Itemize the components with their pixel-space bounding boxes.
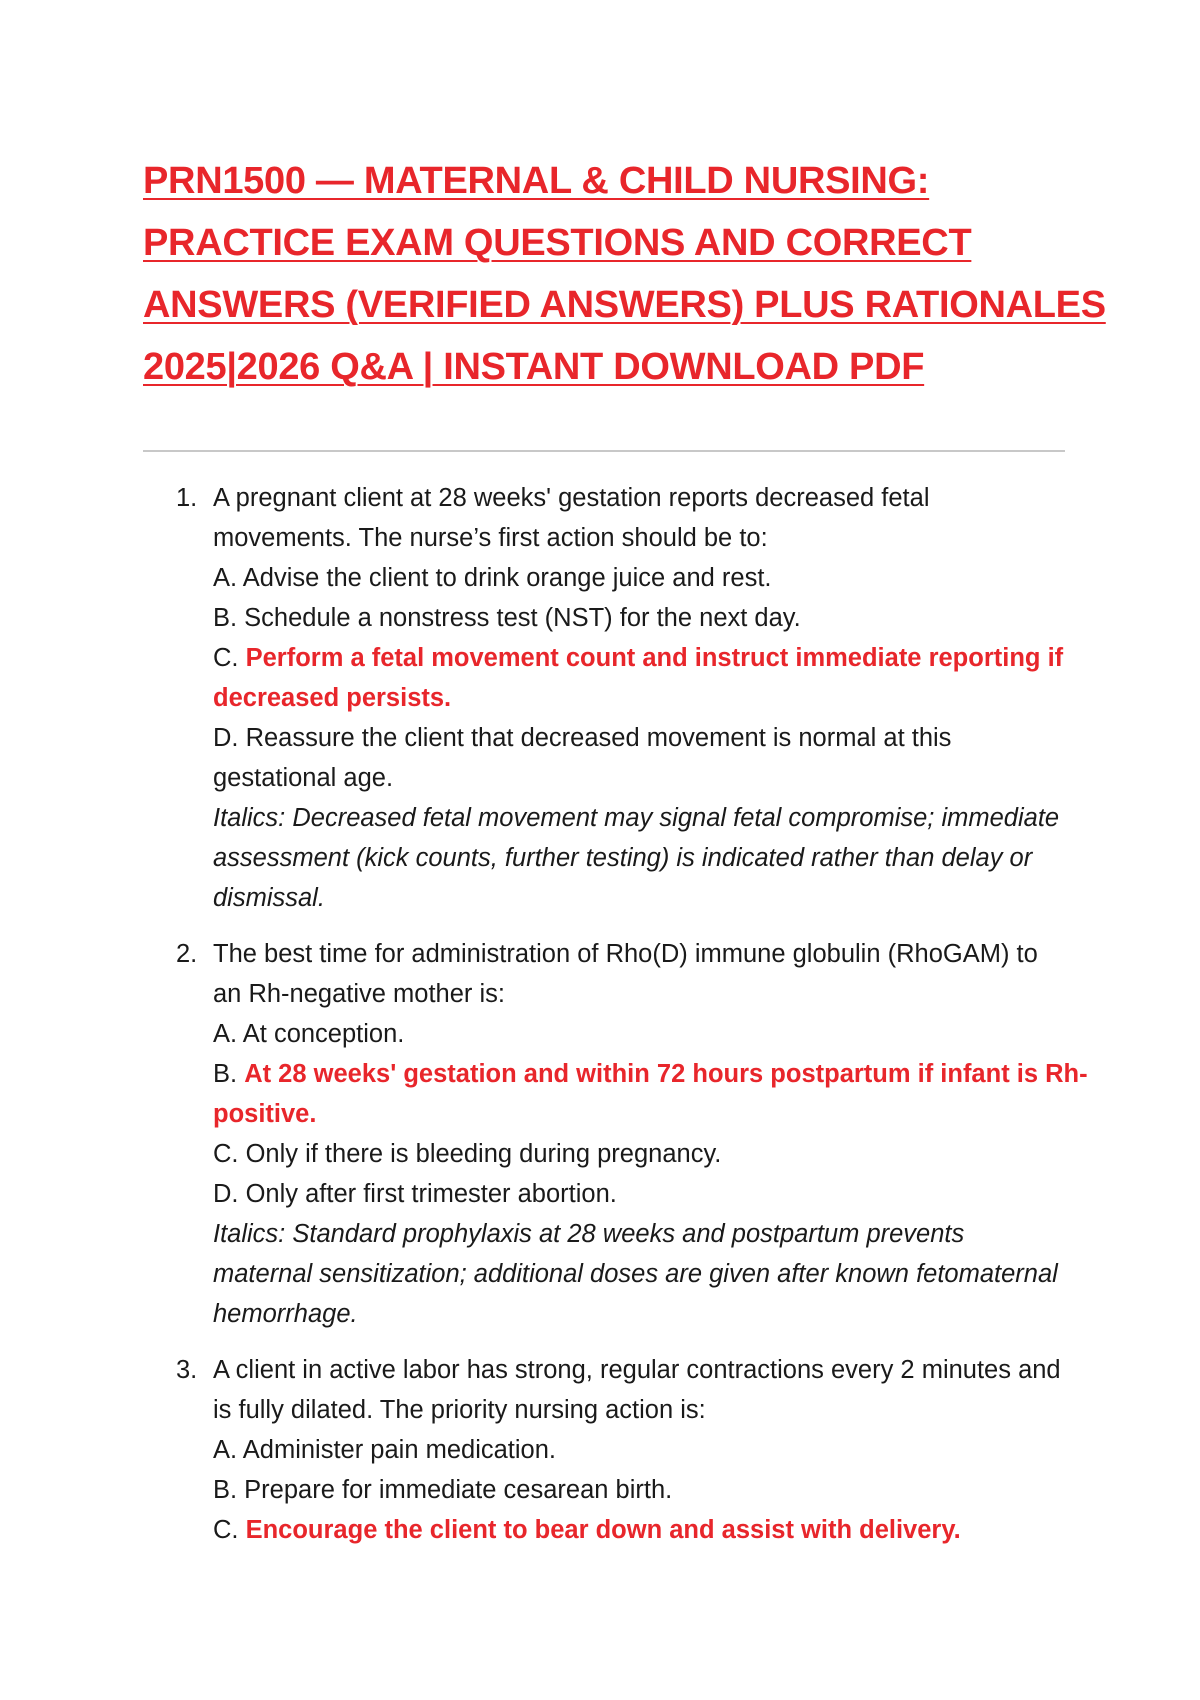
option-b: B. Prepare for immediate cesarean birth. xyxy=(213,1476,673,1504)
option-label: C. xyxy=(213,1516,246,1544)
document-title xyxy=(143,150,1106,398)
correct-answer-text: Perform a fetal movement count and instruct immediate reporting if xyxy=(245,644,1064,672)
rationale-line: hemorrhage. xyxy=(213,1300,358,1328)
question-stem-line: an Rh-negative mother is: xyxy=(213,980,505,1008)
question-stem-line: movements. The nurse’s first action should be to: xyxy=(213,524,768,552)
option-a: A. Advise the client to drink orange juice and rest. xyxy=(213,564,772,592)
horizontal-divider xyxy=(143,450,1065,452)
option-d-continued: gestational age. xyxy=(213,764,394,792)
rationale-line: Italics: Standard prophylaxis at 28 weeks and postpartum prevents xyxy=(213,1220,965,1248)
option-c-correct xyxy=(213,1510,1070,1550)
correct-answer-text: decreased persists. xyxy=(213,684,452,712)
correct-answer-text: At 28 weeks' gestation and within 72 hours postpartum if infant is Rh- xyxy=(244,1060,1088,1088)
option-c-correct xyxy=(213,638,1070,678)
question-stem-line: A client in active labor has strong, regular contractions every 2 minutes and xyxy=(213,1356,1061,1384)
title-line: PRN1500 — MATERNAL & CHILD NURSING: xyxy=(143,160,930,202)
option-a: A. Administer pain medication. xyxy=(213,1436,557,1464)
option-label: B. xyxy=(213,1060,245,1088)
question-stem-line: is fully dilated. The priority nursing action is: xyxy=(213,1396,706,1424)
question-number: 1. xyxy=(176,484,198,512)
correct-answer-text: positive. xyxy=(213,1100,317,1128)
rationale-line: Italics: Decreased fetal movement may signal fetal compromise; immediate xyxy=(213,804,1060,832)
option-d: D. Only after first trimester abortion. xyxy=(213,1180,617,1208)
rationale-line: assessment (kick counts, further testing) is indicated rather than delay or xyxy=(213,844,1033,872)
option-a: A. At conception. xyxy=(213,1020,405,1048)
title-line: ANSWERS (VERIFIED ANSWERS) PLUS RATIONALES xyxy=(143,284,1106,326)
option-label: C. xyxy=(213,644,246,672)
question-2 xyxy=(170,934,1088,1334)
correct-answer-text: Encourage the client to bear down and assist with delivery. xyxy=(245,1516,961,1544)
question-1 xyxy=(170,478,1070,918)
option-d: D. Reassure the client that decreased movement is normal at this xyxy=(213,724,952,752)
question-stem-line: The best time for administration of Rho(D) immune globulin (RhoGAM) to xyxy=(213,940,1038,968)
question-number: 3. xyxy=(176,1356,198,1384)
title-line: 2025|2026 Q&A | INSTANT DOWNLOAD PDF xyxy=(143,346,925,388)
option-c: C. Only if there is bleeding during pregnancy. xyxy=(213,1140,722,1168)
rationale-line: maternal sensitization; additional doses are given after known fetomaternal xyxy=(213,1260,1058,1288)
option-b-correct xyxy=(213,1054,1088,1094)
question-list xyxy=(170,478,1088,1566)
question-stem-line: A pregnant client at 28 weeks' gestation reports decreased fetal xyxy=(213,484,930,512)
question-3 xyxy=(170,1350,1070,1550)
rationale-line: dismissal. xyxy=(213,884,325,912)
title-line: PRACTICE EXAM QUESTIONS AND CORRECT xyxy=(143,222,972,264)
option-b: B. Schedule a nonstress test (NST) for the next day. xyxy=(213,604,801,632)
question-number: 2. xyxy=(176,940,198,968)
